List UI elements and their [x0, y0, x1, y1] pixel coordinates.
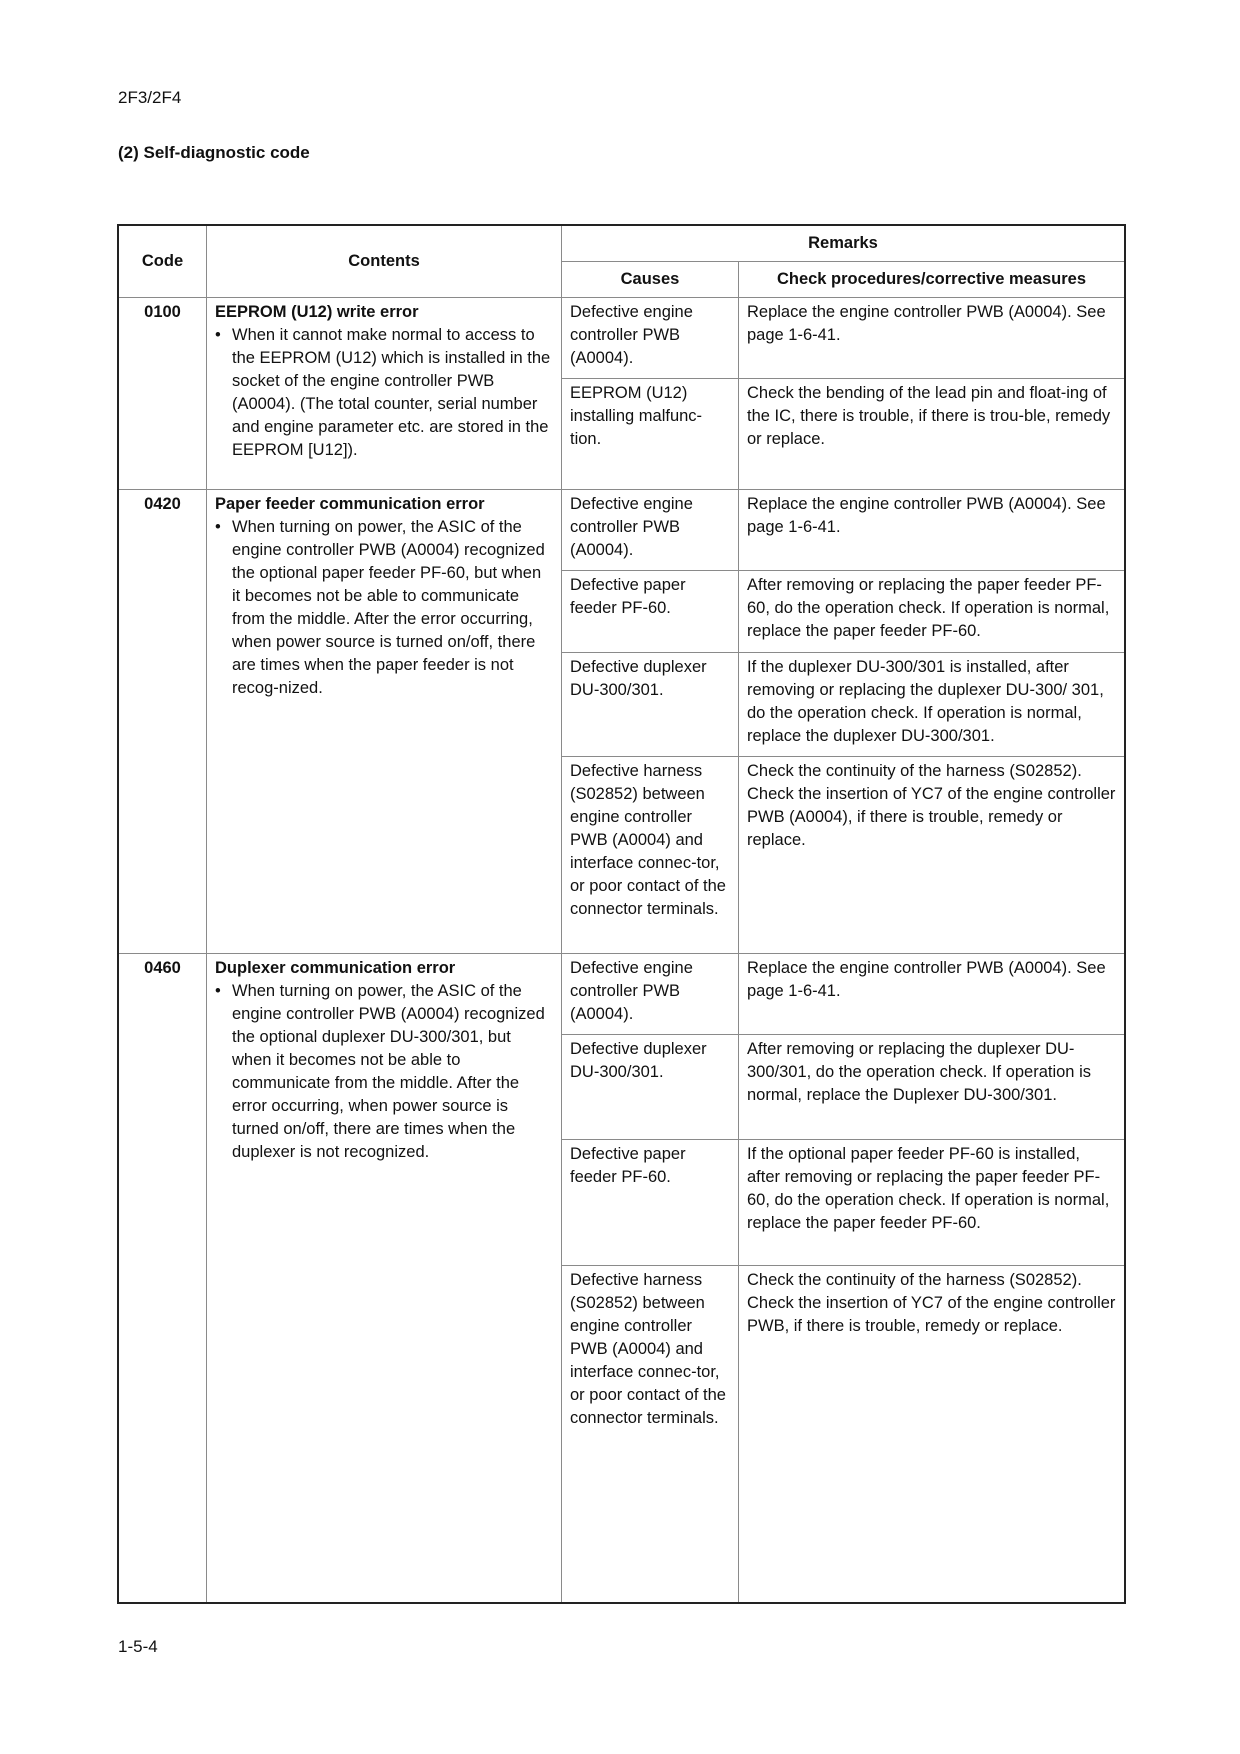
header-measures: Check procedures/corrective measures [739, 262, 1125, 298]
cause-cell: Defective engine controller PWB (A0004). [562, 298, 739, 379]
page-number: 1-5-4 [118, 1637, 158, 1656]
table-row [119, 953, 1125, 1034]
measure-cell: If the duplexer DU-300/301 is installed, after removing or replacing the duplexer DU-300/ 301, do the operation check. If operation is normal, replace the duplexer DU-300/301. [739, 652, 1125, 756]
error-contents [207, 489, 562, 953]
description-text: When turning on power, the ASIC of the engine controller PWB (A0004) recognized the optional paper feeder PF-60, but when it becomes not be able to communicate from the middle. After the error occurring, when power source is turned on/off, there are times when the paper feeder is not recog-nized. [232, 517, 545, 697]
bullet-marker: • [215, 981, 221, 1000]
error-description [215, 516, 553, 700]
error-code: 0460 [119, 953, 207, 1602]
cause-cell: Defective harness (S02852) between engine controller PWB (A0004) and interface connec-tor, or poor contact of the connector terminals. [562, 1266, 739, 1603]
error-description [215, 980, 553, 1164]
error-contents [207, 953, 562, 1602]
measure-cell: After removing or replacing the paper feeder PF-60, do the operation check. If operation is normal, replace the paper feeder PF-60. [739, 571, 1125, 652]
measure-cell: Replace the engine controller PWB (A0004). See page 1-6-41. [739, 953, 1125, 1034]
error-contents [207, 298, 562, 490]
error-title: Duplexer communication error [215, 958, 456, 977]
measure-cell: Replace the engine controller PWB (A0004). See page 1-6-41. [739, 489, 1125, 570]
cause-cell: Defective paper feeder PF-60. [562, 571, 739, 652]
table-body [119, 298, 1125, 1603]
header-causes: Causes [562, 262, 739, 298]
section-title: (2) Self-diagnostic code [118, 143, 310, 162]
cause-cell: Defective engine controller PWB (A0004). [562, 489, 739, 570]
error-title: Paper feeder communication error [215, 494, 485, 513]
cause-cell: Defective paper feeder PF-60. [562, 1139, 739, 1266]
measure-cell: If the optional paper feeder PF-60 is installed, after removing or replacing the paper feeder PF-60, do the operation check. If operation is normal, replace the paper feeder PF-60. [739, 1139, 1125, 1266]
bullet-marker: • [215, 326, 221, 344]
error-description [215, 324, 553, 462]
error-code: 0100 [119, 298, 207, 490]
header-remarks: Remarks [562, 226, 1125, 262]
measure-cell: After removing or replacing the duplexer DU-300/301, do the operation check. If operation is normal, replace the Duplexer DU-300/301. [739, 1035, 1125, 1139]
error-title: EEPROM (U12) write error [215, 303, 419, 321]
cause-cell: Defective duplexer DU-300/301. [562, 652, 739, 756]
description-text: When it cannot make normal to access to the EEPROM (U12) which is installed in the socket of the engine controller PWB (A0004). (The total counter, serial number and engine parameter etc. are stored in the EEPROM [U12]). [232, 326, 551, 459]
self-diagnostic-code-table [118, 225, 1125, 1603]
header-code: Code [119, 226, 207, 298]
measure-cell: Replace the engine controller PWB (A0004). See page 1-6-41. [739, 298, 1125, 379]
cause-cell: Defective engine controller PWB (A0004). [562, 953, 739, 1034]
measure-cell: Check the continuity of the harness (S02852). Check the insertion of YC7 of the engine controller PWB, if there is trouble, remedy or replace. [739, 1266, 1125, 1603]
header-contents: Contents [207, 226, 562, 298]
table-row [119, 298, 1125, 379]
description-text: When turning on power, the ASIC of the engine controller PWB (A0004) recognized the optional duplexer DU-300/301, but when it becomes not be able to communicate from the middle. After the error occurring, when power source is turned on/off, there are times when the duplexer is not recognized. [232, 981, 545, 1161]
measure-cell: Check the bending of the lead pin and float-ing of the IC, there is trouble, if there is trou-ble, remedy or replace. [739, 379, 1125, 490]
error-code: 0420 [119, 489, 207, 953]
bullet-marker: • [215, 517, 221, 536]
cause-cell: Defective duplexer DU-300/301. [562, 1035, 739, 1139]
table-row [119, 489, 1125, 570]
measure-cell: Check the continuity of the harness (S02852). Check the insertion of YC7 of the engine controller PWB (A0004), if there is trouble, remedy or replace. [739, 757, 1125, 954]
document-code: 2F3/2F4 [118, 88, 182, 107]
cause-cell: EEPROM (U12) installing malfunc-tion. [562, 379, 739, 490]
cause-cell: Defective harness (S02852) between engine controller PWB (A0004) and interface connec-tor, or poor contact of the connector terminals. [562, 757, 739, 954]
